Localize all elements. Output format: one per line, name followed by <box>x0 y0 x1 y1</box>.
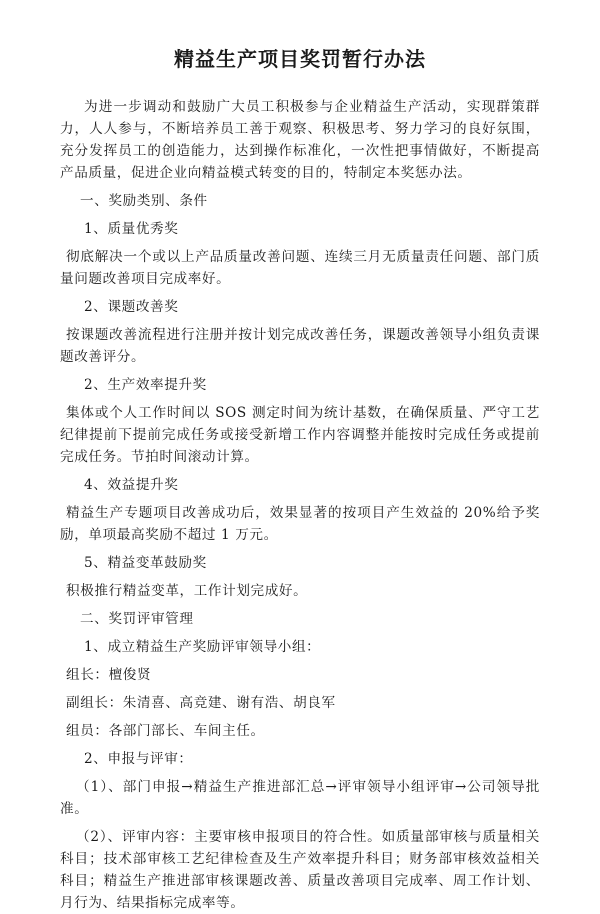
document-title: 精益生产项目奖罚暂行办法 <box>174 47 426 71</box>
application-review-heading: 2、申报与评审： <box>84 751 193 767</box>
intro-paragraph: 为进一步调动和鼓励广大员工积极参与企业精益生产活动，实现群策群力，人人参与，不断培养员工善于观察、积极思考、努力学习的良好氛围，充分发挥员工的创造能力，达到操作标准化，一次性把事情做好，不断提高产品质量，促进企业向精益模式转变的目的，特制定本奖惩办法。 <box>60 99 540 181</box>
review-point-2: （2）、评审内容：主要审核申报项目的符合性。如质量部审核与质量相关科目；技术部审核工艺纪律检查及生产效率提升科目；财务部审核效益相关科目；精益生产推进部审核课题改善、质量改善项目完成率、周工作计划、月行为、结果指标完成率等。 <box>60 829 540 911</box>
group-leader-line: 组长：檀俊贤 <box>66 667 152 683</box>
award-2-body: 按课题改善流程进行注册并按计划完成改善任务，课题改善领导小组负责课题改善评分。 <box>60 327 540 365</box>
award-5-heading: 5、精益变革鼓励奖 <box>84 555 207 571</box>
award-3-body: 集体或个人工作时间以 SOS 测定时间为统计基数，在确保质量、严守工艺纪律提前下提前完成任务或接受新增工作内容调整并能按时完成任务或提前完成任务。节拍时间滚动计算。 <box>60 405 540 465</box>
award-1-body: 彻底解决一个或以上产品质量改善问题、连续三月无质量责任问题、部门质量问题改善项目完成率好。 <box>60 249 540 287</box>
section-2-heading: 二、奖罚评审管理 <box>80 611 194 627</box>
review-point-1: （1）、部门申报→精益生产推进部汇总→评审领导小组评审→公司领导批准。 <box>60 779 540 817</box>
award-5-body: 积极推行精益变革，工作计划完成好。 <box>66 583 308 599</box>
award-2-heading: 2、课题改善奖 <box>84 299 179 315</box>
award-1-heading: 1、质量优秀奖 <box>84 221 179 237</box>
group-members-line: 组员：各部门部长、车间主任。 <box>66 723 265 739</box>
section-1-heading: 一、奖励类别、条件 <box>80 193 208 209</box>
award-3-heading: 2、生产效率提升奖 <box>84 377 207 393</box>
award-4-body: 精益生产专题项目改善成功后，效果显著的按项目产生效益的 20%给予奖励，单项最高奖励不超过 1 万元。 <box>60 505 540 543</box>
award-4-heading: 4、效益提升奖 <box>84 477 179 493</box>
deputy-leaders-line: 副组长：朱清喜、高竞建、谢有浩、胡良军 <box>66 695 336 711</box>
review-group-heading: 1、成立精益生产奖励评审领导小组： <box>84 639 321 655</box>
